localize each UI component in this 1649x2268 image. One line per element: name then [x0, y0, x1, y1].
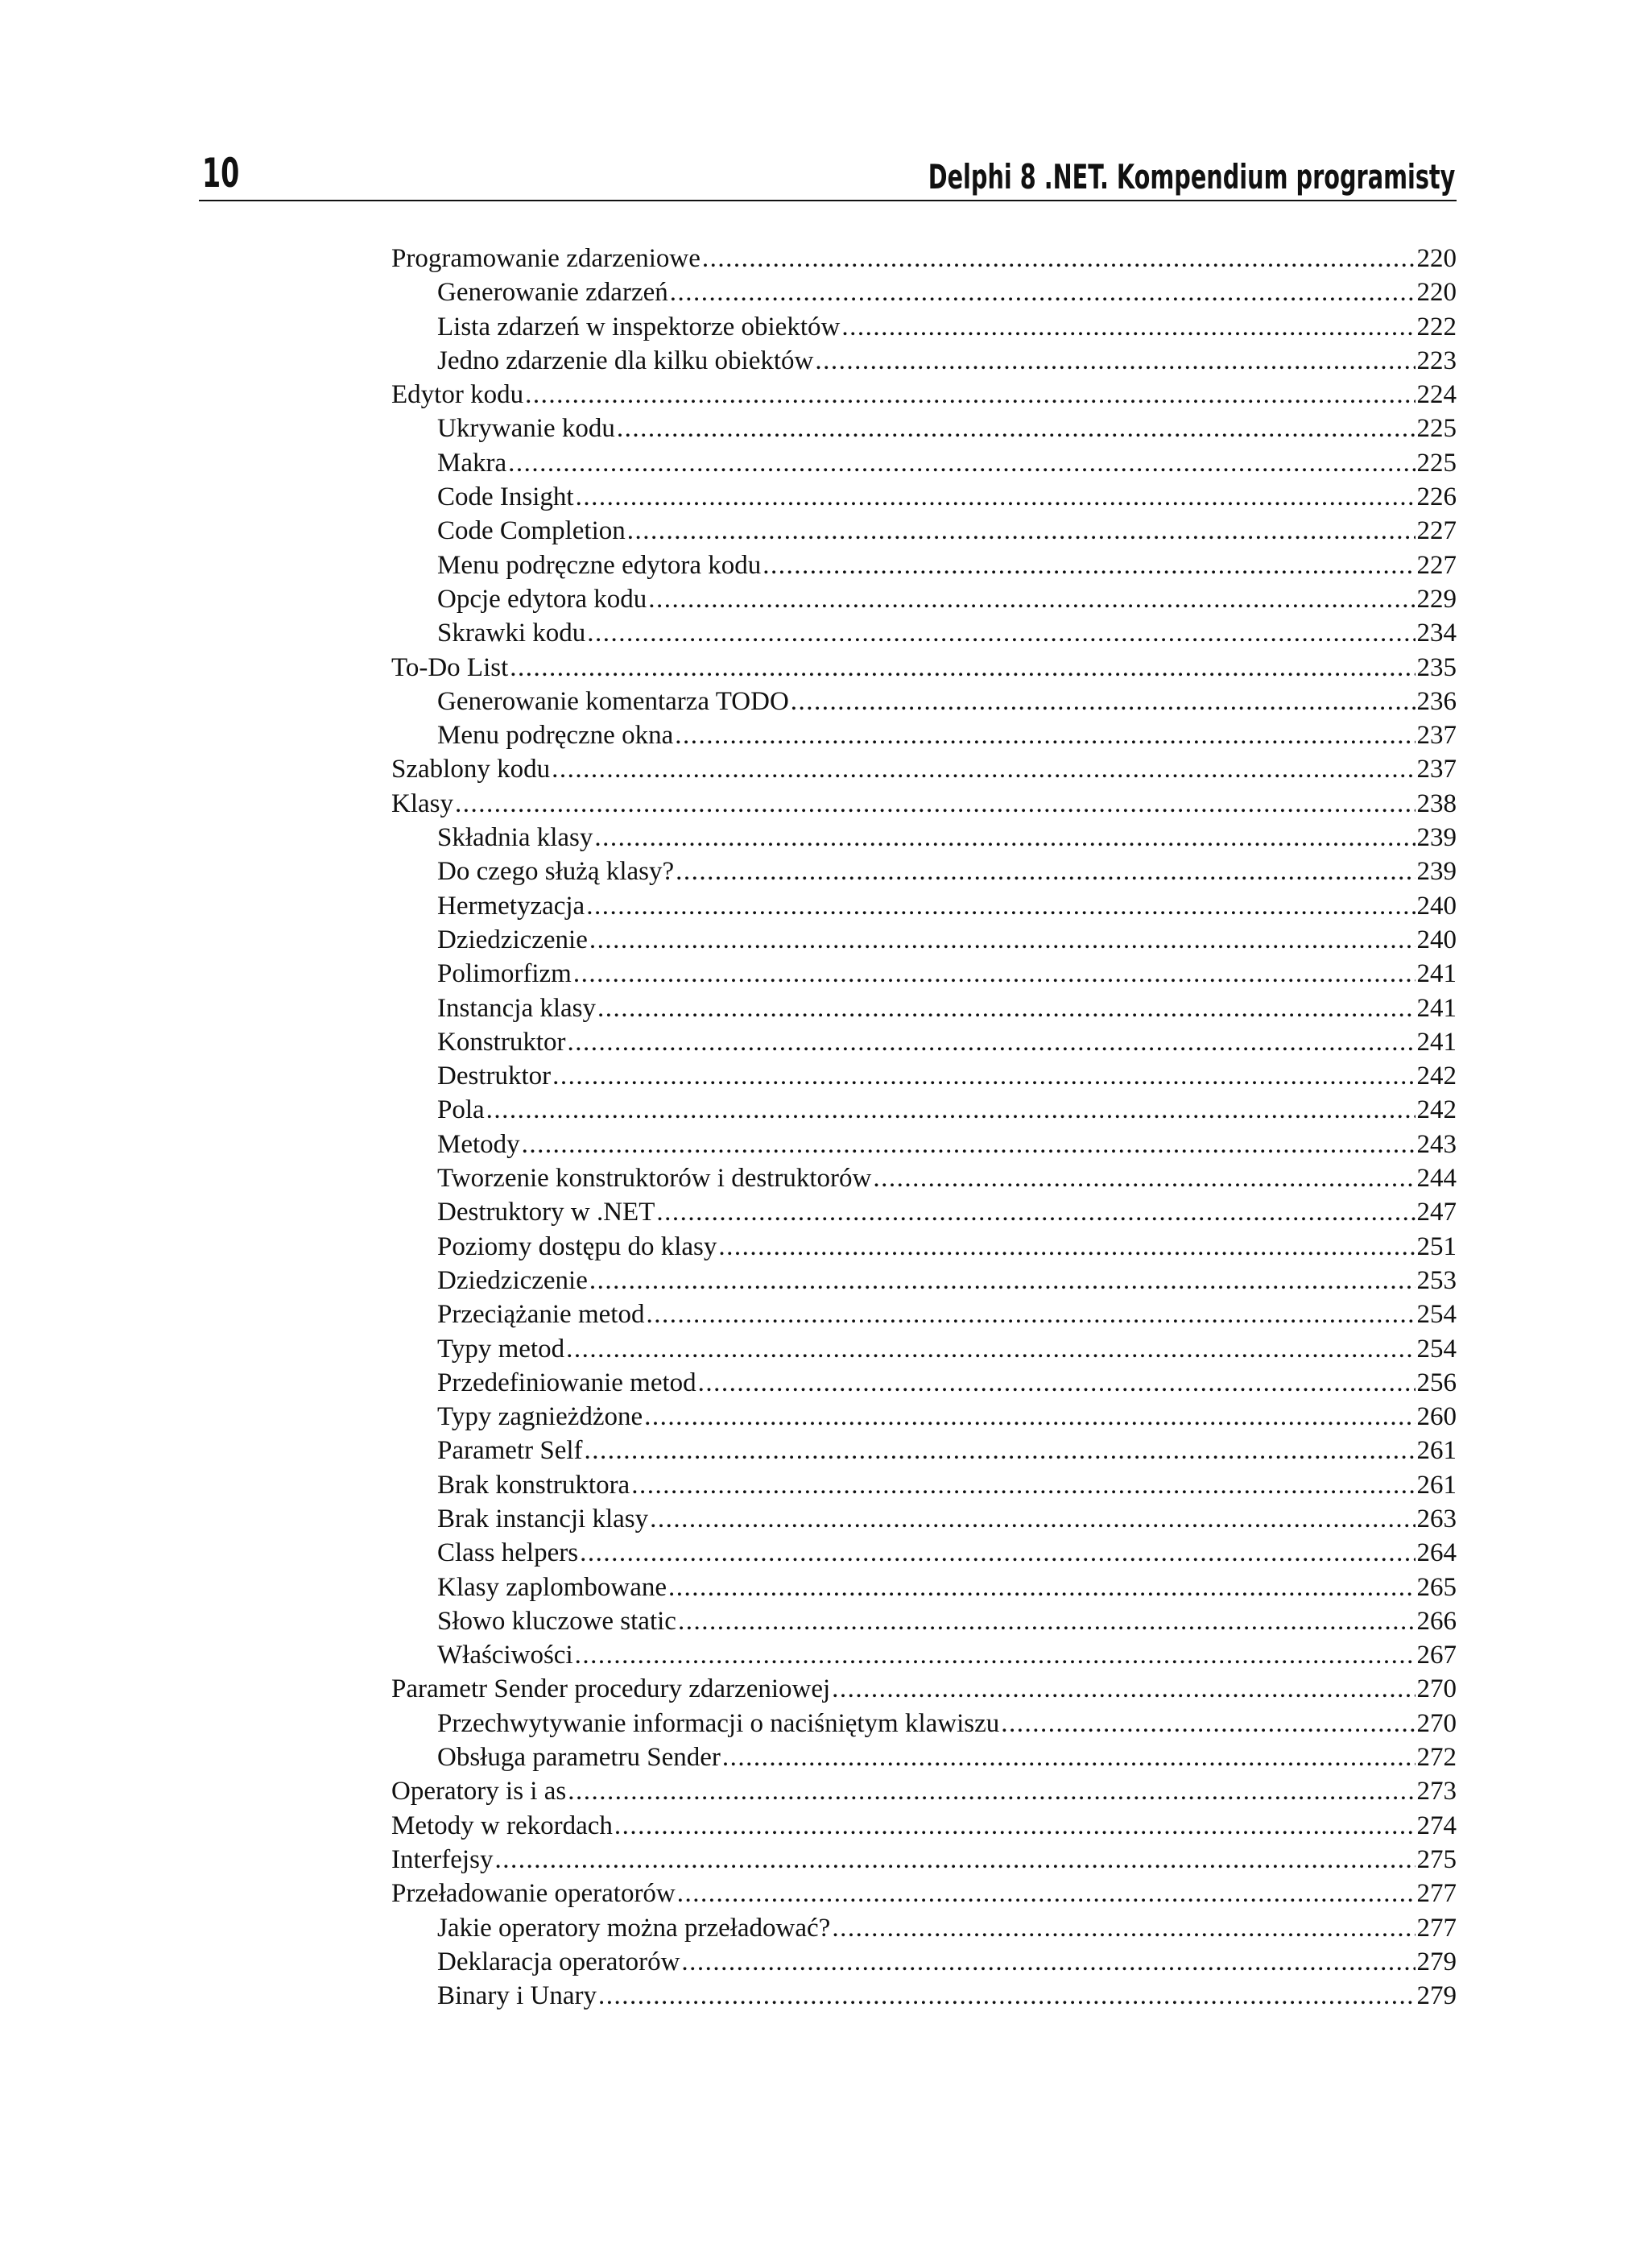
toc-entry-page: 235	[1416, 652, 1457, 682]
toc-dot-leader	[587, 616, 1415, 650]
toc-entry-title: Programowanie zdarzeniowe	[391, 244, 701, 273]
toc-dot-leader	[718, 1230, 1415, 1264]
toc-entry-page: 277	[1416, 1913, 1457, 1943]
toc-entry	[391, 1672, 1457, 1706]
toc-entry-title: Menu podręczne okna	[437, 721, 674, 751]
toc-dot-leader	[698, 1366, 1415, 1400]
toc-entry	[391, 1468, 1457, 1502]
toc-entry-page: 266	[1416, 1606, 1457, 1636]
toc-entry	[391, 923, 1457, 957]
toc-entry-title: Class helpers	[437, 1538, 579, 1568]
toc-entry-title: Przeciążanie metod	[437, 1300, 645, 1330]
toc-entry-title: Brak konstruktora	[437, 1470, 630, 1500]
toc-entry-title: Code Insight	[437, 482, 574, 512]
toc-entry-title: Jedno zdarzenie dla kilku obiektów	[437, 346, 814, 375]
toc-entry-title: Metody w rekordach	[391, 1811, 613, 1840]
toc-entry	[391, 651, 1457, 685]
toc-dot-leader	[597, 991, 1415, 1025]
toc-dot-leader	[841, 310, 1415, 344]
toc-entry-page: 260	[1416, 1402, 1457, 1432]
toc-entry-page: 267	[1416, 1641, 1457, 1670]
toc-entry-title: Generowanie komentarza TODO	[437, 686, 789, 716]
toc-entry	[391, 1025, 1457, 1059]
toc-entry-page: 263	[1416, 1504, 1457, 1533]
toc-entry	[391, 344, 1457, 378]
toc-entry-title: Hermetyzacja	[437, 891, 585, 921]
toc-entry	[391, 1707, 1457, 1740]
toc-entry-title: Do czego służą klasy?	[437, 857, 675, 887]
toc-dot-leader	[873, 1161, 1415, 1195]
toc-entry-page: 227	[1416, 550, 1457, 580]
toc-entry-page: 237	[1416, 755, 1457, 784]
toc-dot-leader	[722, 1740, 1415, 1774]
toc-entry	[391, 1502, 1457, 1536]
toc-entry-page: 265	[1416, 1572, 1457, 1602]
toc-dot-leader	[585, 1434, 1415, 1467]
toc-dot-leader	[568, 1774, 1415, 1808]
toc-dot-leader	[522, 1128, 1415, 1161]
toc-entry	[391, 1843, 1457, 1877]
toc-entry	[391, 446, 1457, 480]
toc-entry	[391, 1128, 1457, 1161]
toc-dot-leader	[832, 1911, 1415, 1945]
toc-entry-page: 234	[1416, 619, 1457, 648]
toc-entry-title: Parametr Self	[437, 1436, 583, 1466]
toc-entry	[391, 1604, 1457, 1638]
toc-dot-leader	[568, 1025, 1415, 1059]
toc-entry-page: 264	[1416, 1538, 1457, 1568]
toc-entry-page: 242	[1416, 1095, 1457, 1125]
toc-entry-title: Menu podręczne edytora kodu	[437, 550, 762, 580]
toc-entry	[391, 310, 1457, 344]
toc-dot-leader	[594, 821, 1415, 855]
toc-entry-page: 254	[1416, 1334, 1457, 1364]
toc-entry-title: Interfejsy	[391, 1844, 494, 1874]
toc-entry-page: 226	[1416, 482, 1457, 512]
toc-entry-page: 256	[1416, 1368, 1457, 1397]
toc-entry	[391, 1332, 1457, 1366]
toc-entry-title: Edytor kodu	[391, 380, 524, 410]
toc-dot-leader	[566, 1332, 1415, 1366]
toc-entry-page: 227	[1416, 516, 1457, 546]
toc-dot-leader	[598, 1979, 1415, 2013]
toc-entry-page: 240	[1416, 925, 1457, 954]
toc-entry-page: 241	[1416, 1027, 1457, 1057]
toc-entry-title: Dziedziczenie	[437, 1265, 588, 1295]
toc-entry	[391, 275, 1457, 309]
toc-entry-page: 270	[1416, 1674, 1457, 1704]
toc-entry-title: Przechwytywanie informacji o naciśniętym klawiszu	[437, 1708, 1000, 1738]
toc-entry-title: Słowo kluczowe static	[437, 1606, 676, 1636]
toc-dot-leader	[573, 957, 1415, 991]
toc-entry-page: 241	[1416, 993, 1457, 1023]
toc-dot-leader	[681, 1945, 1415, 1979]
toc-entry	[391, 1638, 1457, 1672]
toc-entry-page: 275	[1416, 1844, 1457, 1874]
toc-entry-title: Skrawki kodu	[437, 619, 586, 648]
toc-entry-page: 261	[1416, 1470, 1457, 1500]
toc-entry-title: Destruktor	[437, 1062, 552, 1091]
toc-entry-title: Przeładowanie operatorów	[391, 1879, 676, 1909]
toc-entry-title: Deklaracja operatorów	[437, 1947, 680, 1976]
toc-entry	[391, 889, 1457, 923]
toc-entry-title: Brak instancji klasy	[437, 1504, 649, 1533]
toc-dot-leader	[525, 378, 1415, 412]
toc-entry-title: Typy metod	[437, 1334, 565, 1364]
toc-entry-page: 236	[1416, 686, 1457, 716]
toc-entry-page: 241	[1416, 959, 1457, 989]
toc-entry-title: Destruktory w .NET	[437, 1198, 655, 1227]
toc-entry-title: Obsługa parametru Sender	[437, 1743, 721, 1773]
toc-entry-page: 222	[1416, 312, 1457, 341]
toc-entry	[391, 1740, 1457, 1774]
toc-entry	[391, 1945, 1457, 1979]
toc-entry-page: 239	[1416, 823, 1457, 853]
toc-entry	[391, 582, 1457, 616]
toc-entry-page: 225	[1416, 414, 1457, 444]
toc-dot-leader	[791, 685, 1415, 718]
toc-entry-page: 254	[1416, 1300, 1457, 1330]
toc-entry	[391, 1366, 1457, 1400]
toc-dot-leader	[675, 718, 1415, 752]
toc-dot-leader	[677, 1877, 1415, 1910]
toc-entry	[391, 1774, 1457, 1808]
toc-entry-title: Jakie operatory można przeładować?	[437, 1913, 831, 1943]
toc-entry-title: Generowanie zdarzeń	[437, 278, 668, 308]
toc-dot-leader	[1001, 1707, 1415, 1740]
toc-dot-leader	[815, 344, 1415, 378]
toc-entry	[391, 412, 1457, 445]
toc-entry	[391, 1161, 1457, 1195]
toc-entry-title: Code Completion	[437, 516, 626, 546]
toc-entry	[391, 1230, 1457, 1264]
toc-dot-leader	[510, 651, 1415, 685]
toc-dot-leader	[494, 1843, 1415, 1877]
toc-entry-title: Opcje edytora kodu	[437, 584, 647, 614]
toc-entry-page: 277	[1416, 1879, 1457, 1909]
toc-dot-leader	[670, 275, 1415, 309]
toc-entry-page: 274	[1416, 1811, 1457, 1840]
toc-entry-title: Lista zdarzeń w inspektorze obiektów	[437, 312, 841, 341]
toc-entry-title: Typy zagnieżdżone	[437, 1402, 643, 1432]
toc-dot-leader	[650, 1502, 1415, 1536]
toc-entry	[391, 718, 1457, 752]
toc-entry-page: 243	[1416, 1129, 1457, 1159]
toc-entry-title: Metody	[437, 1129, 520, 1159]
toc-dot-leader	[552, 1059, 1415, 1093]
toc-entry	[391, 1093, 1457, 1127]
toc-dot-leader	[508, 446, 1415, 480]
toc-entry-page: 247	[1416, 1198, 1457, 1227]
toc-entry-title: Polimorfizm	[437, 959, 572, 989]
page-header	[199, 148, 1457, 201]
toc-dot-leader	[832, 1672, 1415, 1706]
toc-entry	[391, 685, 1457, 718]
toc-entry-page: 244	[1416, 1164, 1457, 1194]
toc-entry-title: Składnia klasy	[437, 823, 593, 853]
toc-entry-title: Klasy zaplombowane	[437, 1572, 667, 1602]
toc-entry	[391, 821, 1457, 855]
toc-dot-leader	[644, 1400, 1415, 1434]
toc-entry-page: 220	[1416, 244, 1457, 273]
toc-entry-title: Szablony kodu	[391, 755, 551, 784]
toc-entry-page: 279	[1416, 1981, 1457, 2011]
toc-entry	[391, 1809, 1457, 1843]
toc-dot-leader	[627, 514, 1415, 548]
toc-dot-leader	[648, 582, 1415, 616]
toc-entry	[391, 855, 1457, 888]
toc-entry-title: Operatory is i as	[391, 1777, 567, 1807]
table-of-contents	[391, 242, 1457, 2013]
toc-entry-page: 239	[1416, 857, 1457, 887]
toc-dot-leader	[646, 1297, 1415, 1331]
toc-dot-leader	[575, 1638, 1415, 1672]
toc-entry-page: 242	[1416, 1062, 1457, 1091]
toc-entry-page: 238	[1416, 788, 1457, 818]
toc-entry	[391, 1264, 1457, 1297]
toc-entry	[391, 616, 1457, 650]
toc-entry-page: 224	[1416, 380, 1457, 410]
toc-dot-leader	[631, 1468, 1415, 1502]
toc-entry	[391, 1195, 1457, 1229]
toc-entry-title: Instancja klasy	[437, 993, 597, 1023]
toc-dot-leader	[676, 855, 1415, 888]
toc-entry-title: Właściwości	[437, 1641, 573, 1670]
toc-entry	[391, 1877, 1457, 1910]
toc-entry	[391, 957, 1457, 991]
toc-entry-page: 223	[1416, 346, 1457, 375]
toc-entry	[391, 378, 1457, 412]
toc-entry	[391, 514, 1457, 548]
toc-dot-leader	[580, 1536, 1415, 1570]
toc-dot-leader	[614, 1809, 1415, 1843]
toc-dot-leader	[656, 1195, 1415, 1229]
toc-entry-page: 261	[1416, 1436, 1457, 1466]
book-title: Delphi 8 .NET. Kompendium programisty	[928, 157, 1455, 197]
toc-dot-leader	[702, 242, 1415, 275]
toc-dot-leader	[586, 889, 1415, 923]
toc-entry	[391, 480, 1457, 514]
toc-dot-leader	[589, 1264, 1415, 1297]
toc-entry-page: 220	[1416, 278, 1457, 308]
toc-entry	[391, 1571, 1457, 1604]
toc-entry	[391, 991, 1457, 1025]
toc-entry-page: 229	[1416, 584, 1457, 614]
toc-entry-title: Makra	[437, 448, 507, 478]
toc-entry-title: Parametr Sender procedury zdarzeniowej	[391, 1674, 831, 1704]
toc-entry	[391, 1911, 1457, 1945]
toc-entry-page: 237	[1416, 721, 1457, 751]
page-number: 10	[202, 150, 240, 197]
toc-entry	[391, 242, 1457, 275]
toc-entry-page: 270	[1416, 1708, 1457, 1738]
toc-entry-title: Klasy	[391, 788, 453, 818]
toc-entry-title: Dziedziczenie	[437, 925, 588, 954]
toc-entry-page: 251	[1416, 1231, 1457, 1261]
toc-entry-title: Binary i Unary	[437, 1981, 597, 2011]
toc-dot-leader	[617, 412, 1415, 445]
toc-entry-title: Poziomy dostępu do klasy	[437, 1231, 717, 1261]
toc-entry	[391, 1059, 1457, 1093]
toc-entry-page: 273	[1416, 1777, 1457, 1807]
toc-entry-title: To-Do List	[391, 652, 509, 682]
toc-entry-title: Tworzenie konstruktorów i destruktorów	[437, 1164, 872, 1194]
toc-entry	[391, 1979, 1457, 2013]
toc-entry	[391, 1297, 1457, 1331]
toc-entry-title: Pola	[437, 1095, 485, 1125]
toc-dot-leader	[576, 480, 1415, 514]
toc-dot-leader	[455, 787, 1415, 821]
toc-entry-page: 279	[1416, 1947, 1457, 1976]
toc-entry-title: Przedefiniowanie metod	[437, 1368, 696, 1397]
toc-entry-page: 225	[1416, 448, 1457, 478]
toc-entry	[391, 1434, 1457, 1467]
toc-entry-page: 253	[1416, 1265, 1457, 1295]
toc-entry	[391, 787, 1457, 821]
toc-entry	[391, 1400, 1457, 1434]
toc-dot-leader	[589, 923, 1415, 957]
toc-dot-leader	[763, 548, 1415, 582]
toc-entry	[391, 1536, 1457, 1570]
toc-dot-leader	[668, 1571, 1415, 1604]
toc-dot-leader	[552, 752, 1415, 786]
toc-entry-page: 272	[1416, 1743, 1457, 1773]
toc-entry	[391, 752, 1457, 786]
toc-dot-leader	[678, 1604, 1415, 1638]
toc-entry-page: 240	[1416, 891, 1457, 921]
toc-entry-title: Konstruktor	[437, 1027, 566, 1057]
toc-entry	[391, 548, 1457, 582]
toc-dot-leader	[486, 1093, 1415, 1127]
toc-entry-title: Ukrywanie kodu	[437, 414, 615, 444]
